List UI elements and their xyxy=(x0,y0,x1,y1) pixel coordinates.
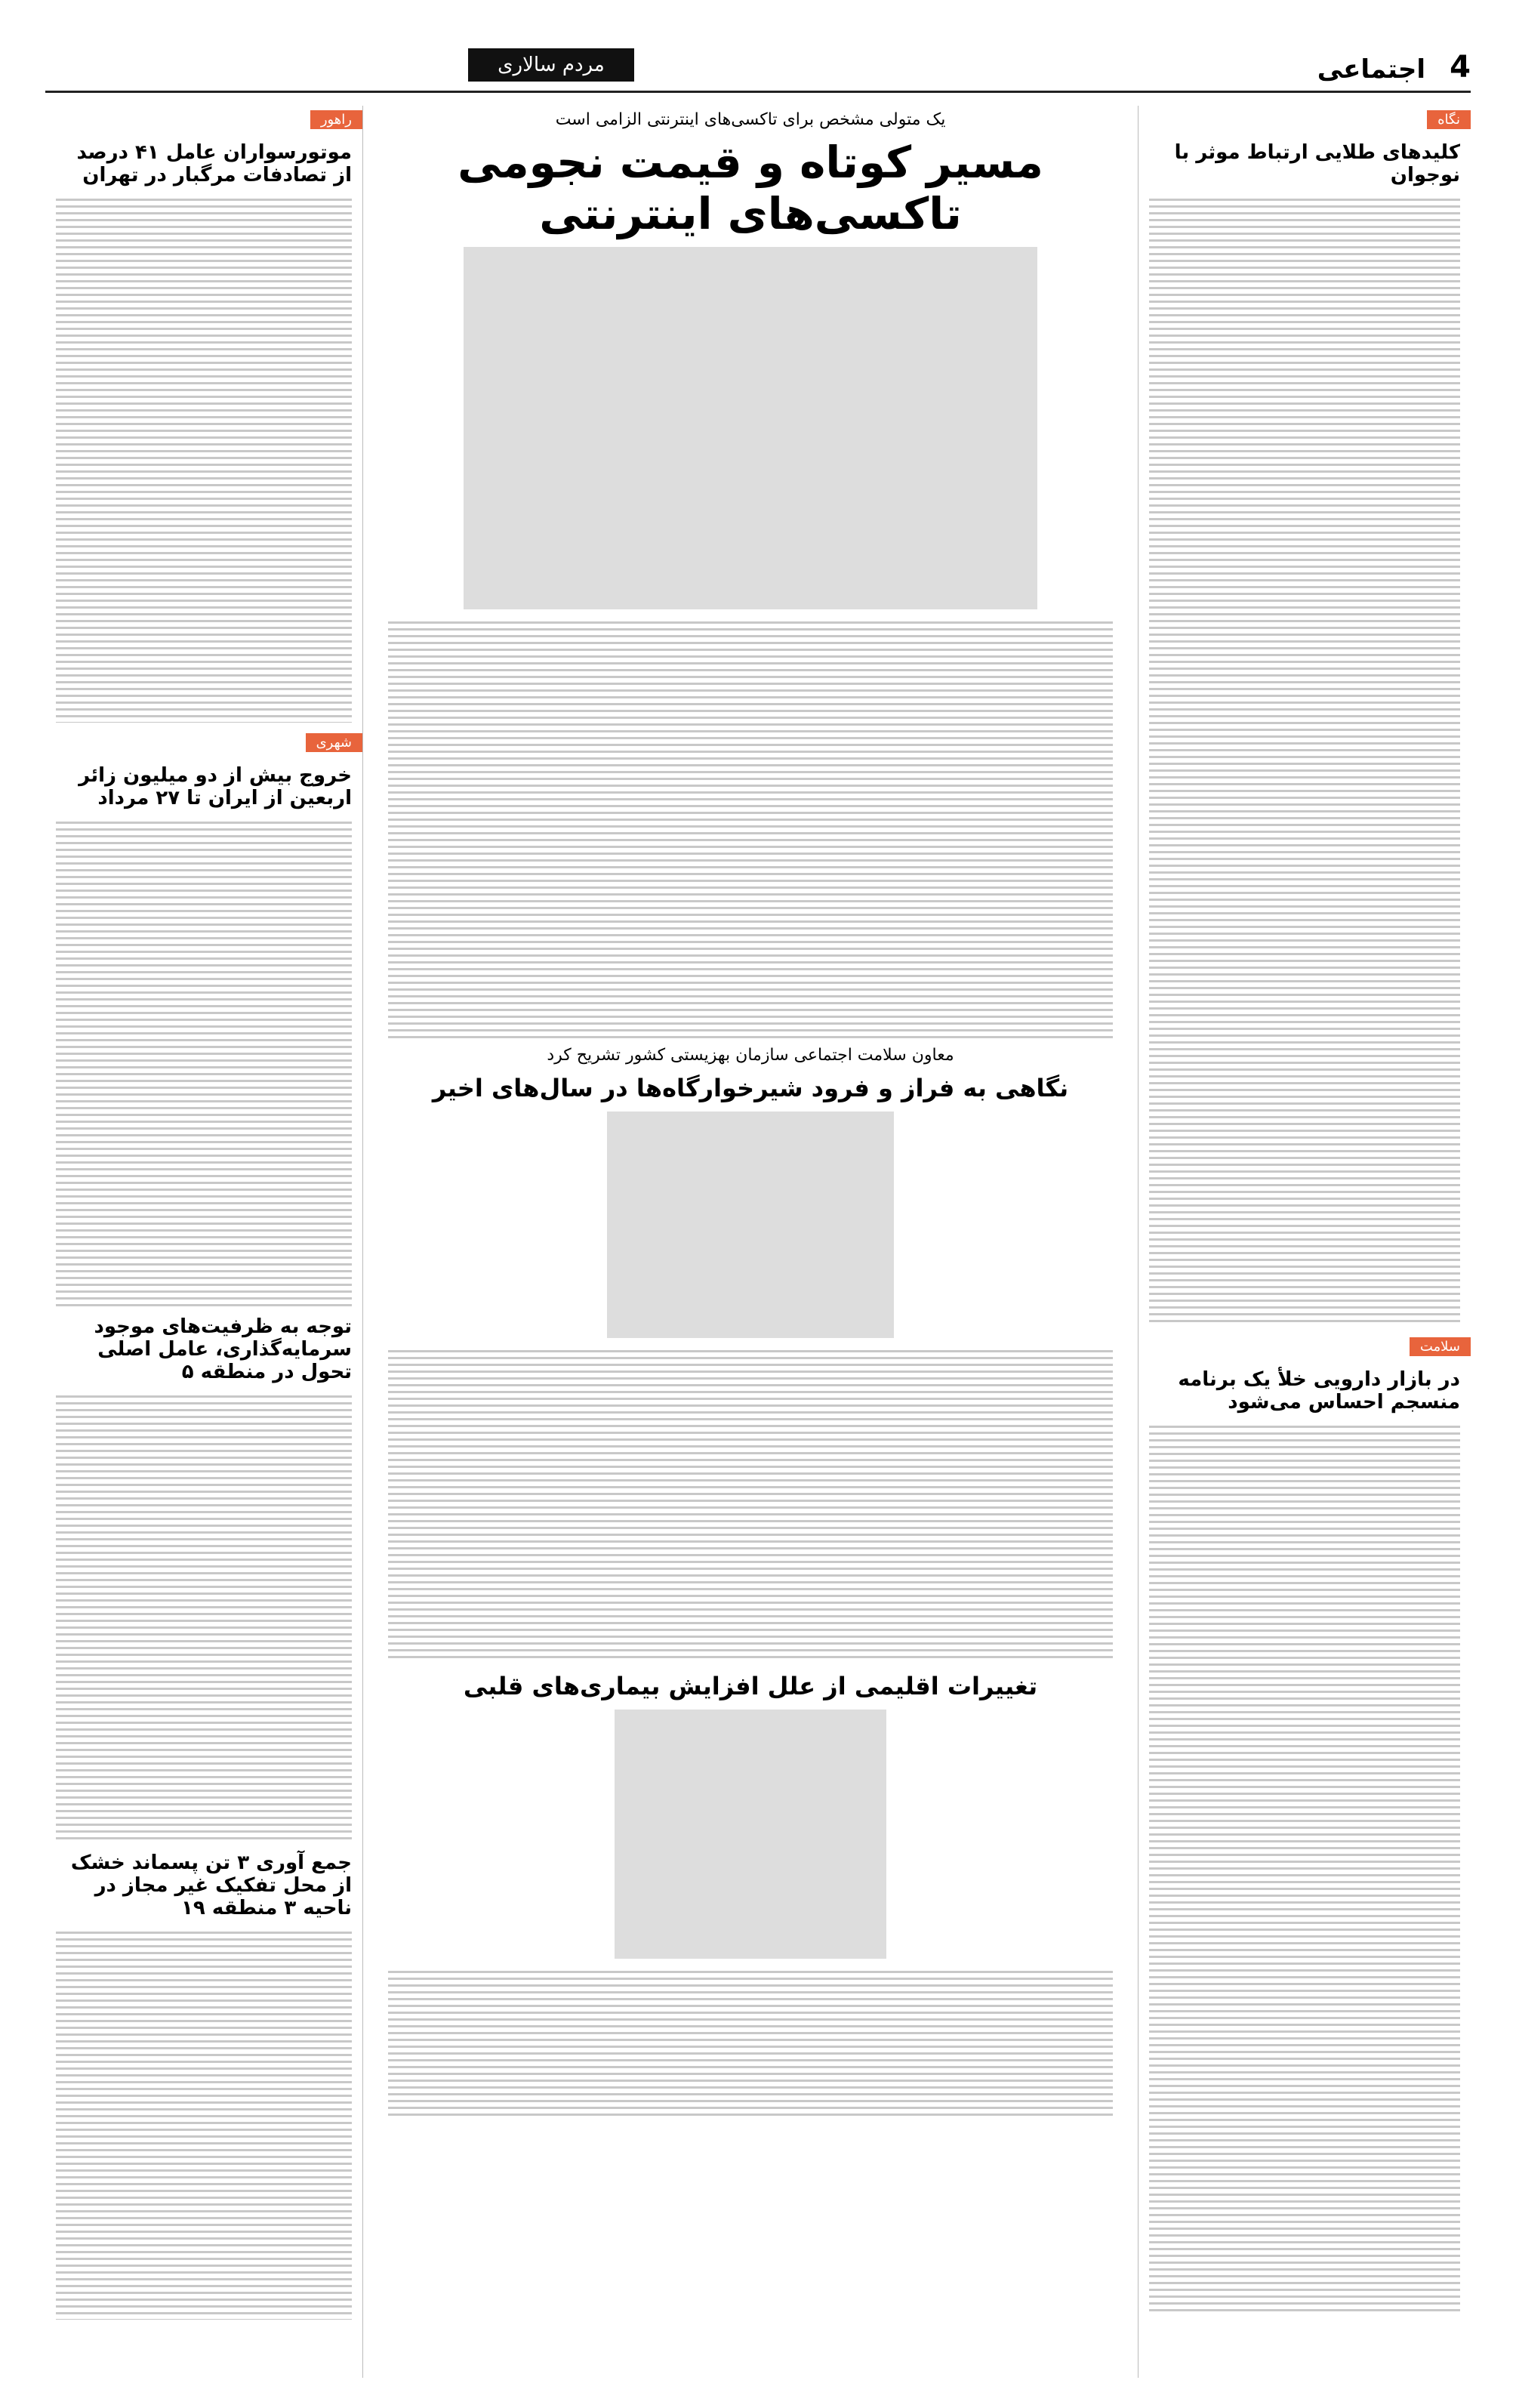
body-text-placeholder xyxy=(388,1346,1113,1663)
section-title: اجتماعی xyxy=(1317,54,1425,85)
masthead xyxy=(45,45,1471,93)
story-headline: خروج بیش از دو میلیون زائر اربعین از ایران تا ۲۷ مرداد xyxy=(79,764,352,809)
section-label: شهری xyxy=(306,733,362,752)
section-label: راهور xyxy=(310,110,362,129)
left-column xyxy=(45,106,363,2378)
heart-photo xyxy=(615,1710,886,1959)
body-text-placeholder xyxy=(1149,1421,1460,2312)
story-headline: توجه به ظرفیت‌های موجود سرمایه‌گذاری، عامل اصلی تحول در منطقه ۵ xyxy=(94,1315,352,1383)
body-text-placeholder xyxy=(56,817,352,1308)
story-headline: جمع آوری ۳ تن پسماند خشک از محل تفکیک غیر مجاز در ناحیه ۳ منطقه ۱۹ xyxy=(70,1851,352,1919)
story-headline: کلیدهای طلایی ارتباط موثر با نوجوان xyxy=(1174,141,1460,187)
section-label: نگاه xyxy=(1427,110,1471,129)
infant-photo xyxy=(607,1112,894,1338)
body-text-placeholder xyxy=(1149,194,1460,1327)
body-text-placeholder xyxy=(388,1966,1113,2117)
right-column xyxy=(1138,106,1471,2378)
page-number: 4 xyxy=(1450,50,1471,85)
section-label: سلامت xyxy=(1410,1337,1471,1356)
story-headline: موتورسواران عامل ۴۱ درصد از تصادفات مرگبار در تهران xyxy=(76,141,352,187)
kicker: معاون سلامت اجتماعی سازمان بهزیستی کشور تشریح کرد xyxy=(547,1046,954,1065)
body-text-placeholder xyxy=(56,1391,352,1844)
taxi-app-photo xyxy=(464,247,1037,609)
main-column xyxy=(377,106,1123,2378)
lead-headline: مسیر کوتاه و قیمت نجومی تاکسی‌های اینترنتی xyxy=(458,137,1043,239)
kicker: یک متولی مشخص برای تاکسی‌های اینترنتی الزامی است xyxy=(555,110,946,129)
body-text-placeholder xyxy=(388,617,1113,1040)
body-text-placeholder xyxy=(56,1927,352,2320)
story-headline: در بازار دارویی خلأ یک برنامه منسجم احساس می‌شود xyxy=(1178,1368,1460,1414)
story-headline: نگاهی به فراز و فرود شیرخوارگاه‌ها در سال‌های اخیر xyxy=(432,1074,1069,1102)
story-headline: تغییرات اقلیمی از علل افزایش بیماری‌های قلبی xyxy=(463,1672,1038,1700)
body-text-placeholder xyxy=(56,194,352,723)
brand-logo: مردم سالاری xyxy=(468,48,634,82)
